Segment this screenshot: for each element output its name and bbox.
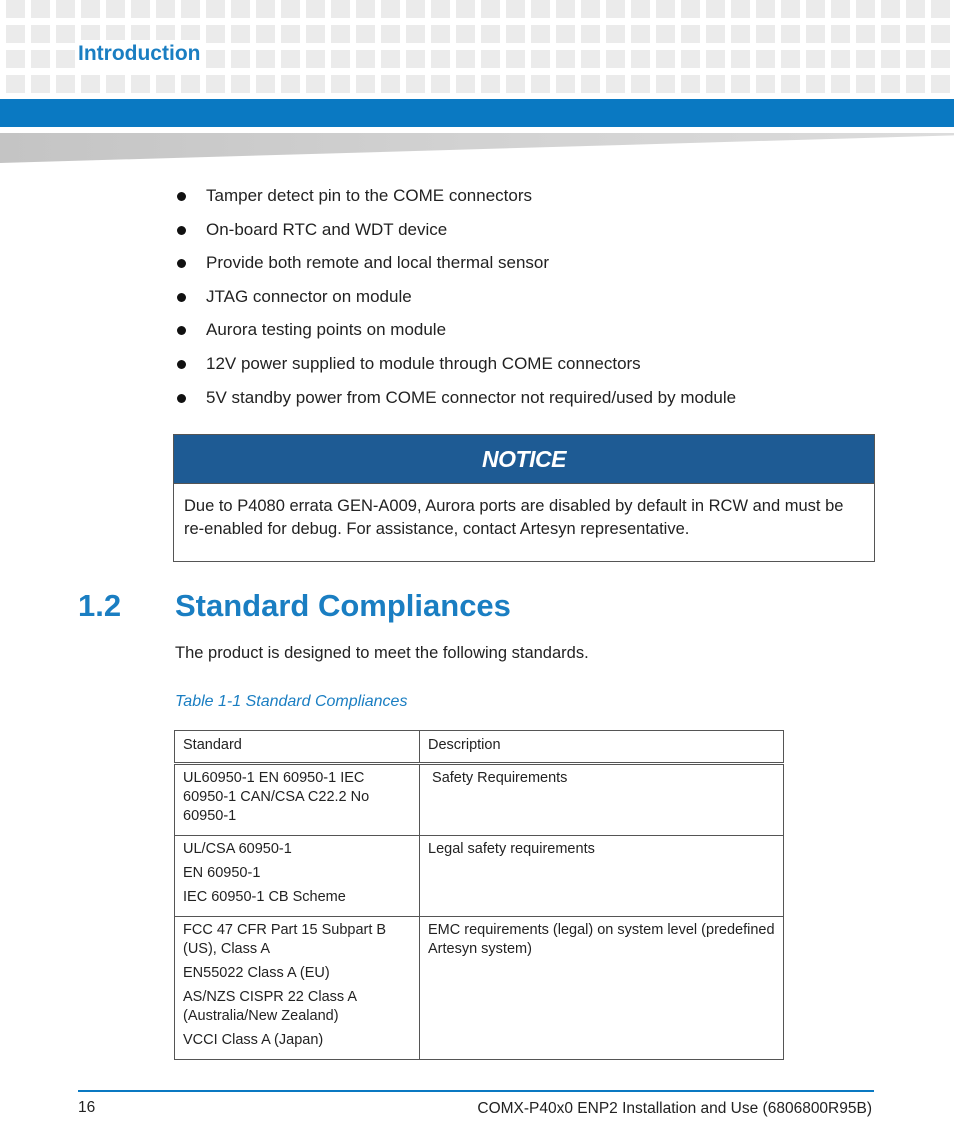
table-cell-description: Legal safety requirements xyxy=(420,836,784,917)
table-row xyxy=(175,764,784,836)
bullet-dot-icon xyxy=(177,192,186,201)
page-number: 16 xyxy=(78,1099,96,1116)
bullet-dot-icon xyxy=(177,259,186,268)
standard-line: AS/NZS CISPR 22 Class A (Australia/New Zealand) xyxy=(183,989,357,1024)
table-row xyxy=(175,917,784,1060)
table-cell-description: EMC requirements (legal) on system level (predefined Artesyn system) xyxy=(420,917,784,1060)
header-gray-wedge xyxy=(0,133,954,163)
feature-bullet-list xyxy=(175,182,736,417)
table-row xyxy=(175,836,784,917)
table-cell-description: Safety Requirements xyxy=(420,764,784,836)
running-header-section: Introduction xyxy=(78,40,204,68)
bullet-item xyxy=(175,316,736,350)
standards-table xyxy=(174,730,784,1060)
bullet-item xyxy=(175,384,736,418)
bullet-text: On-board RTC and WDT device xyxy=(206,219,448,239)
bullet-text: Aurora testing points on module xyxy=(206,320,447,340)
bullet-item xyxy=(175,350,736,384)
bullet-text: 5V standby power from COME connector not required/used by module xyxy=(206,387,737,407)
bullet-item xyxy=(175,182,736,216)
bullet-dot-icon xyxy=(177,360,186,369)
bullet-text: Provide both remote and local thermal sensor xyxy=(206,253,550,273)
bullet-item xyxy=(175,216,736,250)
section-intro: The product is designed to meet the following standards. xyxy=(175,644,589,662)
notice-body: Due to P4080 errata GEN-A009, Aurora ports are disabled by default in RCW and must be re-enabled for debug. For assistance, contact Artesyn representative. xyxy=(184,497,844,538)
table-header-cell: Standard xyxy=(175,731,420,764)
section-title: Standard Compliances xyxy=(175,588,511,623)
standard-line: UL/CSA 60950-1 xyxy=(183,841,292,857)
standard-line: UL60950-1 EN 60950-1 IEC 60950-1 CAN/CSA C22.2 No 60950-1 xyxy=(183,770,370,824)
table-cell-standard xyxy=(175,764,420,836)
standard-line: IEC 60950-1 CB Scheme xyxy=(183,889,346,905)
header-blue-band xyxy=(0,99,954,127)
table-header-cell: Description xyxy=(420,731,784,764)
bullet-dot-icon xyxy=(177,326,186,335)
bullet-text: JTAG connector on module xyxy=(206,286,412,306)
bullet-text: Tamper detect pin to the COME connectors xyxy=(206,186,532,205)
standard-line: VCCI Class A (Japan) xyxy=(183,1032,324,1048)
bullet-dot-icon xyxy=(177,226,186,235)
section-number: 1.2 xyxy=(78,588,122,623)
table-cell-standard xyxy=(175,917,420,1060)
bullet-item xyxy=(175,283,736,317)
bullet-text: 12V power supplied to module through COME connectors xyxy=(206,353,641,373)
standard-line: EN 60950-1 xyxy=(183,865,261,881)
bullet-item xyxy=(175,249,736,283)
table-caption: Table 1-1 Standard Compliances xyxy=(175,693,408,710)
bullet-dot-icon xyxy=(177,394,186,403)
table-header-row xyxy=(175,731,784,764)
document-title: COMX-P40x0 ENP2 Installation and Use (6806800R95B) xyxy=(477,1100,872,1117)
standard-line: EN55022 Class A (EU) xyxy=(183,965,330,981)
standard-line: FCC 47 CFR Part 15 Subpart B (US), Class A xyxy=(183,922,387,957)
notice-header xyxy=(174,435,874,484)
table-cell-standard xyxy=(175,836,420,917)
notice-title: NOTICE xyxy=(482,445,566,472)
bullet-dot-icon xyxy=(177,293,186,302)
notice-box xyxy=(173,434,875,562)
footer-rule xyxy=(78,1090,874,1092)
